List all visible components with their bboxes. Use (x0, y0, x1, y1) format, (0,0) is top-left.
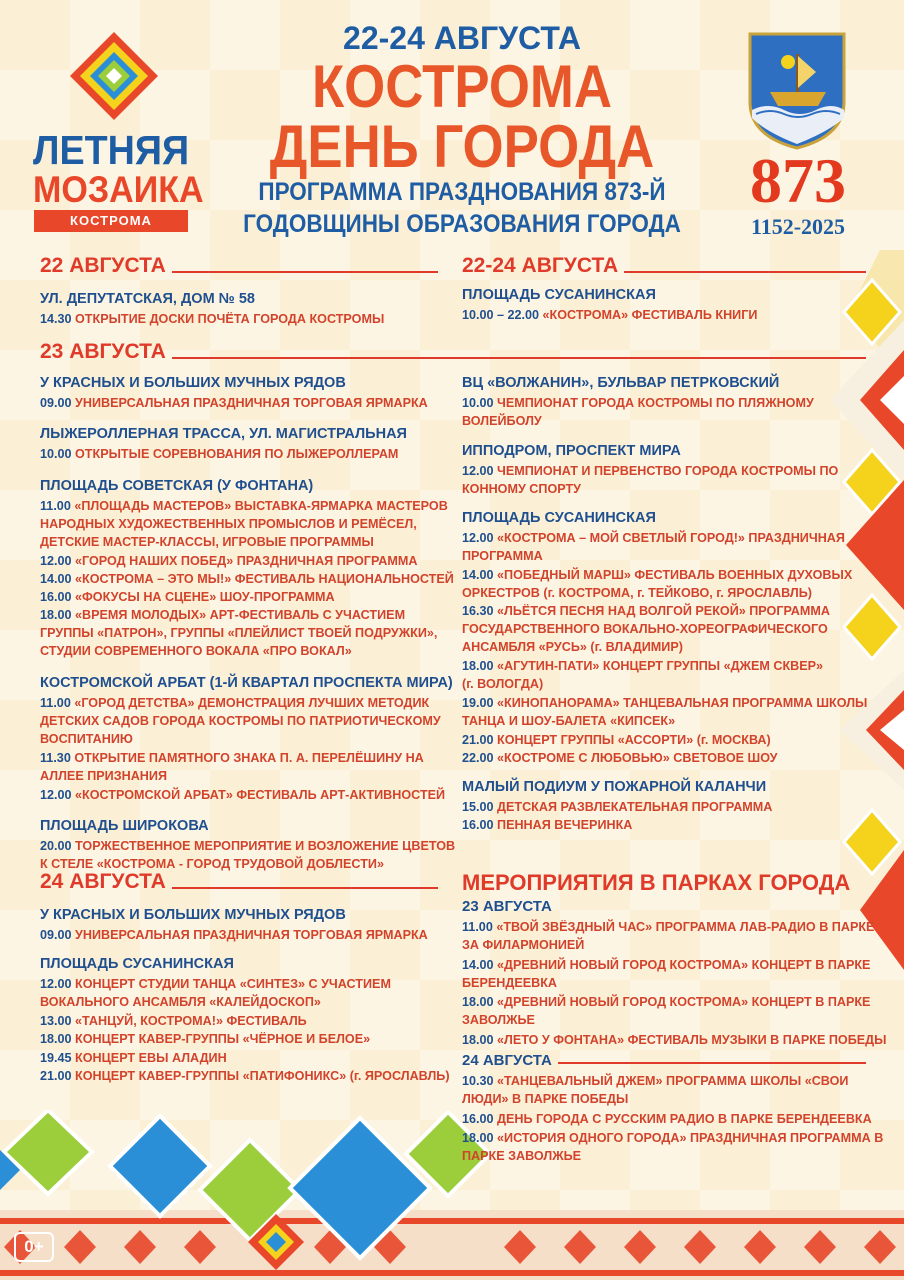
event-text: ДЕТСКИХ САДОВ ГОРОДА КОСТРОМЫ ПО ПАТРИОТИЧЕСКОМУ (40, 714, 441, 729)
venue-location: ЛЫЖЕРОЛЛЕРНАЯ ТРАССА, УЛ. МАГИСТРАЛЬНАЯ (40, 426, 407, 443)
event-item (40, 1012, 307, 1030)
event-time: 15.00 (462, 800, 494, 815)
event-text: ОТКРЫТЫЕ СОРЕВНОВАНИЯ ПО ЛЫЖЕРОЛЛЕРАМ (75, 447, 399, 462)
event-time: 16.00 (40, 590, 72, 605)
event-time: 10.00 (462, 396, 494, 410)
venue-location: МАЛЫЙ ПОДИУМ У ПОЖАРНОЙ КАЛАНЧИ (462, 779, 767, 796)
event-item (462, 694, 867, 730)
event-time: 18.00 (40, 608, 72, 623)
venue-location: ПЛОЩАДЬ ШИРОКОВА (40, 818, 209, 835)
event-text: ТОРЖЕСТВЕННОЕ МЕРОПРИЯТИЕ И ВОЗЛОЖЕНИЕ ЦВЕТОВ (75, 839, 456, 854)
event-item (40, 1049, 227, 1067)
event-time: 19.00 (462, 695, 494, 710)
event-time: 18.00 (462, 1032, 494, 1047)
event-text: ТАНЦА И ШОУ-БАЛЕТА «КИПСЕК» (462, 713, 676, 728)
event-text: ВОСПИТАНИЮ (40, 732, 133, 747)
event-text: «ПОБЕДНЫЙ МАРШ» ФЕСТИВАЛЬ ВОЕННЫХ ДУХОВЫХ (497, 567, 853, 582)
event-text: НАРОДНЫХ ХУДОЖЕСТВЕННЫХ ПРОМЫСЛОВ И РЕМЁСЕЛ, (40, 516, 417, 531)
event-item (462, 462, 838, 498)
event-text: «КОСТРОМЕ С ЛЮБОВЬЮ» СВЕТОВОЕ ШОУ (497, 750, 778, 765)
age-rating-badge: 0+ (14, 1232, 54, 1262)
event-text: ВОЛЕЙБОЛУ (462, 414, 542, 428)
event-text: «ЛЕТО У ФОНТАНА» ФЕСТИВАЛЬ МУЗЫКИ В ПАРКЕ ПОБЕДЫ (497, 1032, 887, 1047)
event-time: 18.00 (462, 1131, 494, 1145)
event-text: ГРУППЫ «ПАТРОН», ГРУППЫ «ПЛЕЙЛИСТ ТВОЕЙ ПОДРУЖКИ», (40, 626, 438, 641)
venue-location: ПЛОЩАДЬ СУСАНИНСКАЯ (462, 287, 656, 303)
event-text: ОТКРЫТИЕ ДОСКИ ПОЧЁТА ГОРОДА КОСТРОМЫ (75, 312, 385, 326)
event-time: 12.00 (40, 787, 72, 802)
event-text: «АГУТИН-ПАТИ» КОНЦЕРТ ГРУППЫ «ДЖЕМ СКВЕР» (497, 659, 824, 674)
event-item (40, 552, 417, 570)
event-text: КОНЦЕРТ КАВЕР-ГРУППЫ «ПАТИФОНИКС» (г. ЯРОСЛАВЛЬ) (75, 1068, 450, 1083)
event-text: «ТАНЦУЙ, КОСТРОМА!» ФЕСТИВАЛЬ (75, 1013, 307, 1028)
event-text: КОНЦЕРТ КАВЕР-ГРУППЫ «ЧЁРНОЕ И БЕЛОЕ» (75, 1032, 371, 1047)
event-text: УНИВЕРСАЛЬНАЯ ПРАЗДНИЧНАЯ ТОРГОВАЯ ЯРМАРКА (75, 928, 428, 942)
event-text: «ФОКУСЫ НА СЦЕНЕ» ШОУ-ПРОГРАММА (75, 590, 335, 605)
event-text: «ВРЕМЯ МОЛОДЫХ» АРТ-ФЕСТИВАЛЬ С УЧАСТИЕМ (75, 608, 406, 623)
letnyaya-mozaika-logo-icon (68, 30, 160, 122)
event-time: 21.00 (40, 1068, 72, 1083)
header-subtitle-2: ГОДОВЩИНЫ ОБРАЗОВАНИЯ ГОРОДА (243, 210, 681, 238)
parks-day1-title: 23 АВГУСТА (462, 898, 552, 915)
event-item (40, 445, 398, 463)
event-time: 11.30 (40, 751, 71, 766)
event-item (40, 926, 428, 944)
event-time: 10.30 (462, 1074, 494, 1089)
event-time: 13.00 (40, 1013, 72, 1028)
event-time: 14.00 (462, 957, 494, 972)
event-item (40, 588, 335, 606)
event-item (40, 975, 391, 1011)
event-time: 10.00 (40, 447, 72, 462)
event-item (40, 310, 384, 328)
venue-location: У КРАСНЫХ И БОЛЬШИХ МУЧНЫХ РЯДОВ (40, 907, 346, 923)
event-time: 16.30 (462, 604, 494, 619)
event-time: 09.00 (40, 396, 72, 410)
event-item (40, 749, 424, 785)
event-item (462, 394, 814, 430)
event-text: АНСАМБЛЯ «РУСЬ» (г. ВЛАДИМИР) (462, 640, 683, 655)
parks-day2-rule (558, 1062, 866, 1064)
event-text: «ДРЕВНИЙ НОВЫЙ ГОРОД КОСТРОМА» КОНЦЕРТ В ПАРКЕ (497, 957, 871, 972)
event-text: ДЕТСКАЯ РАЗВЛЕКАТЕЛЬНАЯ ПРОГРАММА (497, 800, 773, 815)
event-time: 10.00 – 22.00 (462, 308, 540, 322)
event-item (462, 1129, 883, 1165)
section-aug22-24-title: 22-24 АВГУСТА (462, 254, 619, 277)
event-text: КОНЦЕРТ ЕВЫ АЛАДИН (75, 1050, 227, 1065)
event-item (40, 694, 441, 748)
event-time: 22.00 (462, 750, 494, 765)
event-item (40, 497, 448, 551)
event-text: «ТВОЙ ЗВЁЗДНЫЙ ЧАС» ПРОГРАММА ЛАВ-РАДИО В ПАРКЕ (496, 920, 875, 934)
event-time: 11.00 (40, 696, 71, 711)
event-time: 09.00 (40, 928, 72, 942)
section-aug23-title: 23 АВГУСТА (40, 340, 166, 363)
event-time: 11.00 (40, 498, 71, 513)
event-item (40, 786, 445, 804)
event-time: 14.00 (40, 571, 72, 586)
event-time: 16.00 (462, 818, 494, 833)
venue-location: КОСТРОМСКОЙ АРБАТ (1-Й КВАРТАЛ ПРОСПЕКТА МИРА) (40, 675, 453, 692)
event-text: ЧЕМПИОНАТ И ПЕРВЕНСТВО ГОРОДА КОСТРОМЫ ПО (497, 463, 839, 478)
event-item (40, 837, 455, 873)
event-text: БЕРЕНДЕЕВКА (462, 975, 557, 990)
event-item (40, 1030, 370, 1048)
event-text: СТУДИИ СОВРЕМЕННОГО ВОКАЛА «ПРО ВОКАЛ» (40, 644, 352, 659)
event-text: «ГОРОД ДЕТСТВА» ДЕМОНСТРАЦИЯ ЛУЧШИХ МЕТОДИК (74, 696, 430, 711)
event-text: «ИСТОРИЯ ОДНОГО ГОРОДА» ПРАЗДНИЧНАЯ ПРОГРАММА В (497, 1131, 884, 1145)
event-item (40, 1067, 450, 1085)
header-subtitle-1: ПРОГРАММА ПРАЗДНОВАНИЯ 873-Й (258, 178, 666, 206)
brand-line2: МОЗАИКА (33, 169, 204, 210)
event-item (462, 1110, 872, 1128)
event-time: 18.00 (462, 995, 494, 1010)
event-text: (г. ВОЛОГДА) (462, 677, 544, 692)
event-text: УНИВЕРСАЛЬНАЯ ПРАЗДНИЧНАЯ ТОРГОВАЯ ЯРМАРКА (75, 396, 428, 410)
section-aug22-rule (172, 271, 438, 273)
event-item (462, 529, 845, 565)
event-item (40, 570, 454, 588)
event-text: «КОСТРОМА – МОЙ СВЕТЛЫЙ ГОРОД!» ПРАЗДНИЧНАЯ (497, 531, 845, 546)
event-text: «КОСТРОМСКОЙ АРБАТ» ФЕСТИВАЛЬ АРТ-АКТИВНОСТЕЙ (75, 787, 446, 802)
event-text: ВОКАЛЬНОГО АНСАМБЛЯ «КАЛЕЙДОСКОП» (40, 995, 321, 1010)
venue-location: ВЦ «ВОЛЖАНИН», БУЛЬВАР ПЕТРКОВСКИЙ (462, 375, 780, 391)
event-time: 20.00 (40, 839, 72, 854)
anniversary-years: 1152-2025 (750, 214, 846, 239)
event-text: ДЕНЬ ГОРОДА С РУССКИМ РАДИО В ПАРКЕ БЕРЕНДЕЕВКА (497, 1111, 872, 1126)
coat-of-arms-icon (748, 32, 846, 150)
event-time: 12.00 (40, 553, 72, 568)
event-text: К СТЕЛЕ «КОСТРОМА - ГОРОД ТРУДОВОЙ ДОБЛЕСТИ» (40, 857, 384, 872)
event-item (462, 1072, 848, 1108)
event-item (462, 749, 778, 767)
anniversary-number: 873 (750, 145, 846, 216)
event-time: 12.00 (40, 977, 72, 992)
event-text: ЗАВОЛЖЬЕ (462, 1013, 535, 1028)
event-item (462, 731, 771, 749)
header-dates: 22-24 АВГУСТА (343, 20, 581, 56)
header-day: ДЕНЬ ГОРОДА (269, 113, 655, 180)
event-item (462, 566, 852, 602)
event-item (462, 816, 632, 834)
event-item (462, 918, 874, 954)
event-item (40, 394, 428, 412)
event-text: КОНЦЕРТ ГРУППЫ «АССОРТИ» (г. МОСКВА) (497, 732, 771, 747)
venue-location: УЛ. ДЕПУТАТСКАЯ, ДОМ № 58 (40, 291, 256, 307)
event-text: «КОСТРОМА» ФЕСТИВАЛЬ КНИГИ (542, 308, 758, 322)
section-aug22-title: 22 АВГУСТА (40, 254, 166, 277)
header-city: КОСТРОМА (311, 53, 613, 120)
event-text: «ЛЬЁТСЯ ПЕСНЯ НАД ВОЛГОЙ РЕКОЙ» ПРОГРАММА (497, 604, 830, 619)
event-text: ПРОГРАММА (462, 549, 543, 564)
event-text: ДЕТСКИЕ МАСТЕР-КЛАССЫ, ИГРОВЫЕ ПРОГРАММЫ (40, 534, 374, 549)
event-text: «ДРЕВНИЙ НОВЫЙ ГОРОД КОСТРОМА» КОНЦЕРТ В ПАРКЕ (497, 995, 871, 1010)
event-time: 14.30 (40, 312, 72, 326)
event-time: 16.00 (462, 1111, 494, 1126)
event-time: 14.00 (462, 567, 494, 582)
event-text: КОНЦЕРТ СТУДИИ ТАНЦА «СИНТЕЗ» С УЧАСТИЕМ (75, 977, 391, 992)
venue-location: ПЛОЩАДЬ СУСАНИНСКАЯ (40, 956, 234, 973)
brand-line1: ЛЕТНЯЯ (33, 127, 190, 173)
event-text: «ТАНЦЕВАЛЬНЫЙ ДЖЕМ» ПРОГРАММА ШКОЛЫ «СВОИ (497, 1074, 849, 1089)
parks-day2-title: 24 АВГУСТА (462, 1052, 552, 1070)
event-time: 18.00 (462, 659, 494, 674)
event-text: ПАРКЕ ЗАВОЛЖЬЕ (462, 1149, 582, 1163)
event-text: ОРКЕСТРОВ (г. КОСТРОМА, г. ТЕЙКОВО, г. ЯРОСЛАВЛЬ) (462, 585, 812, 600)
event-item (462, 956, 870, 992)
event-text: «КИНОПАНОРАМА» ТАНЦЕВАЛЬНАЯ ПРОГРАММА ШКОЛЫ (497, 695, 868, 710)
venue-location: ИППОДРОМ, ПРОСПЕКТ МИРА (462, 442, 681, 459)
event-text: АЛЛЕЕ ПРИЗНАНИЯ (40, 769, 168, 784)
brand-line3: КОСТРОМА (34, 210, 188, 232)
event-text: ЛЮДИ» В ПАРКЕ ПОБЕДЫ (462, 1092, 629, 1107)
section-aug24-rule (172, 887, 438, 889)
venue-location: ПЛОЩАДЬ СУСАНИНСКАЯ (462, 510, 656, 527)
event-text: «ГОРОД НАШИХ ПОБЕД» ПРАЗДНИЧНАЯ ПРОГРАММА (75, 553, 418, 568)
event-time: 11.00 (462, 920, 493, 934)
event-text: ЗА ФИЛАРМОНИЕЙ (462, 938, 585, 952)
venue-location: У КРАСНЫХ И БОЛЬШИХ МУЧНЫХ РЯДОВ (40, 375, 346, 391)
event-item (462, 993, 870, 1029)
event-text: «ПЛОЩАДЬ МАСТЕРОВ» ВЫСТАВКА-ЯРМАРКА МАСТЕРОВ (74, 498, 448, 513)
event-text: ГОСУДАРСТВЕННОГО ВОКАЛЬНО-ХОРЕОГРАФИЧЕСКОГО (462, 622, 828, 637)
event-text: ПЕННАЯ ВЕЧЕРИНКА (497, 818, 633, 833)
event-time: 12.00 (462, 531, 494, 546)
event-time: 21.00 (462, 732, 494, 747)
event-item (40, 606, 437, 660)
section-aug24-title: 24 АВГУСТА (40, 870, 166, 893)
event-item (462, 602, 830, 656)
section-aug22-24-rule (624, 271, 866, 273)
event-item (462, 1031, 886, 1049)
event-text: «КОСТРОМА – ЭТО МЫ!» ФЕСТИВАЛЬ НАЦИОНАЛЬНОСТЕЙ (75, 571, 454, 586)
event-item (462, 657, 823, 693)
event-time: 19.45 (40, 1050, 72, 1065)
event-text: ЧЕМПИОНАТ ГОРОДА КОСТРОМЫ ПО ПЛЯЖНОМУ (497, 396, 814, 410)
event-text: ОТКРЫТИЕ ПАМЯТНОГО ЗНАКА П. А. ПЕРЕЛЁШИНУ НА (74, 751, 424, 766)
event-text: КОННОМУ СПОРТУ (462, 481, 581, 496)
parks-title: МЕРОПРИЯТИЯ В ПАРКАХ ГОРОДА (462, 870, 851, 895)
section-aug23-rule (172, 357, 866, 359)
event-time: 12.00 (462, 463, 494, 478)
event-item (462, 798, 772, 816)
event-item (462, 306, 757, 324)
venue-location: ПЛОЩАДЬ СОВЕТСКАЯ (У ФОНТАНА) (40, 477, 314, 494)
event-time: 18.00 (40, 1032, 72, 1047)
